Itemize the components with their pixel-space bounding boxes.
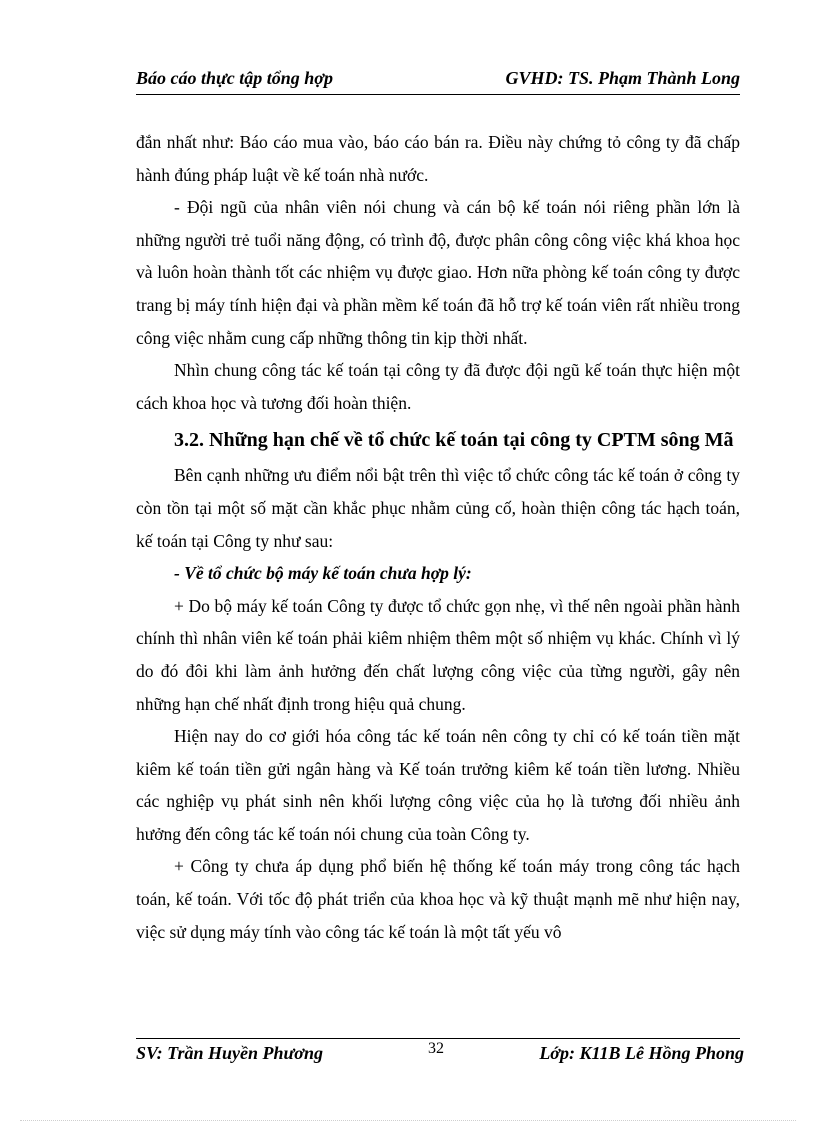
header-report-title: Báo cáo thực tập tổng hợp (136, 68, 333, 88)
paragraph-1: đắn nhất như: Báo cáo mua vào, báo cáo bán ra. Điều này chứng tỏ công ty đã chấp hành đúng pháp luật về kế toán nhà nước. (136, 132, 740, 185)
page-header (136, 68, 740, 95)
page-number: 32 (428, 1040, 444, 1057)
page-body (136, 126, 740, 948)
footer-student-name: SV: Trần Huyền Phương (136, 1043, 323, 1063)
subsection-heading: - Về tổ chức bộ máy kế toán chưa hợp lý: (174, 563, 472, 584)
paragraph-4: Bên cạnh những ưu điểm nổi bật trên thì việc tổ chức công tác kế toán ở công ty còn tồn tại một số mặt cần khắc phục nhằm củng cố, hoàn thiện công tác hạch toán, kế toán tại Công ty như sau: (136, 465, 740, 551)
page-bottom-border (20, 1120, 796, 1121)
header-supervisor: GVHD: TS. Phạm Thành Long (505, 68, 740, 88)
paragraph-6: Hiện nay do cơ giới hóa công tác kế toán nên công ty chỉ có kế toán tiền mặt kiêm kế toán tiền gửi ngân hàng và Kế toán trưởng kiêm kế toán tiền lương. Nhiều các nghiệp vụ phát sinh nên khối lượng công việc của họ là tương đối nhiều ảnh hưởng đến công tác kế toán nói chung của toàn Công ty. (136, 726, 740, 844)
paragraph-3: Nhìn chung công tác kế toán tại công ty đã được đội ngũ kế toán thực hiện một cách khoa học và tương đối hoàn thiện. (136, 360, 740, 413)
paragraph-5: + Do bộ máy kế toán Công ty được tổ chức gọn nhẹ, vì thế nên ngoài phần hành chính thì nhân viên kế toán phải kiêm nhiệm thêm một số nhiệm vụ khác. Chính vì lý do đó đôi khi làm ảnh hưởng đến chất lượng công việc của từng người, gây nên những hạn chế nhất định trong hiệu quả chung. (136, 595, 740, 714)
footer-divider (136, 1038, 740, 1039)
footer-class: Lớp: K11B Lê Hồng Phong (539, 1043, 744, 1063)
paragraph-2: - Đội ngũ của nhân viên nói chung và cán bộ kế toán nói riêng phần lớn là những người trẻ tuổi năng động, có trình độ, được phân công công việc khá khoa học và luôn hoàn thành tốt các nhiệm vụ được giao. Hơn nữa phòng kế toán công ty được trang bị máy tính hiện đại và phần mềm kế toán đã hỗ trợ kế toán viên rất nhiều trong công việc nhằm cung cấp những thông tin kịp thời nhất. (136, 197, 740, 348)
section-heading: 3.2. Những hạn chế về tổ chức kế toán tại công ty CPTM sông Mã (174, 429, 734, 452)
paragraph-7: + Công ty chưa áp dụng phổ biến hệ thống kế toán máy trong công tác hạch toán, kế toán. Với tốc độ phát triển của khoa học và kỹ thuật mạnh mẽ như hiện nay, việc sử dụng máy tính vào công tác kế toán là một tất yếu vô (136, 856, 740, 942)
